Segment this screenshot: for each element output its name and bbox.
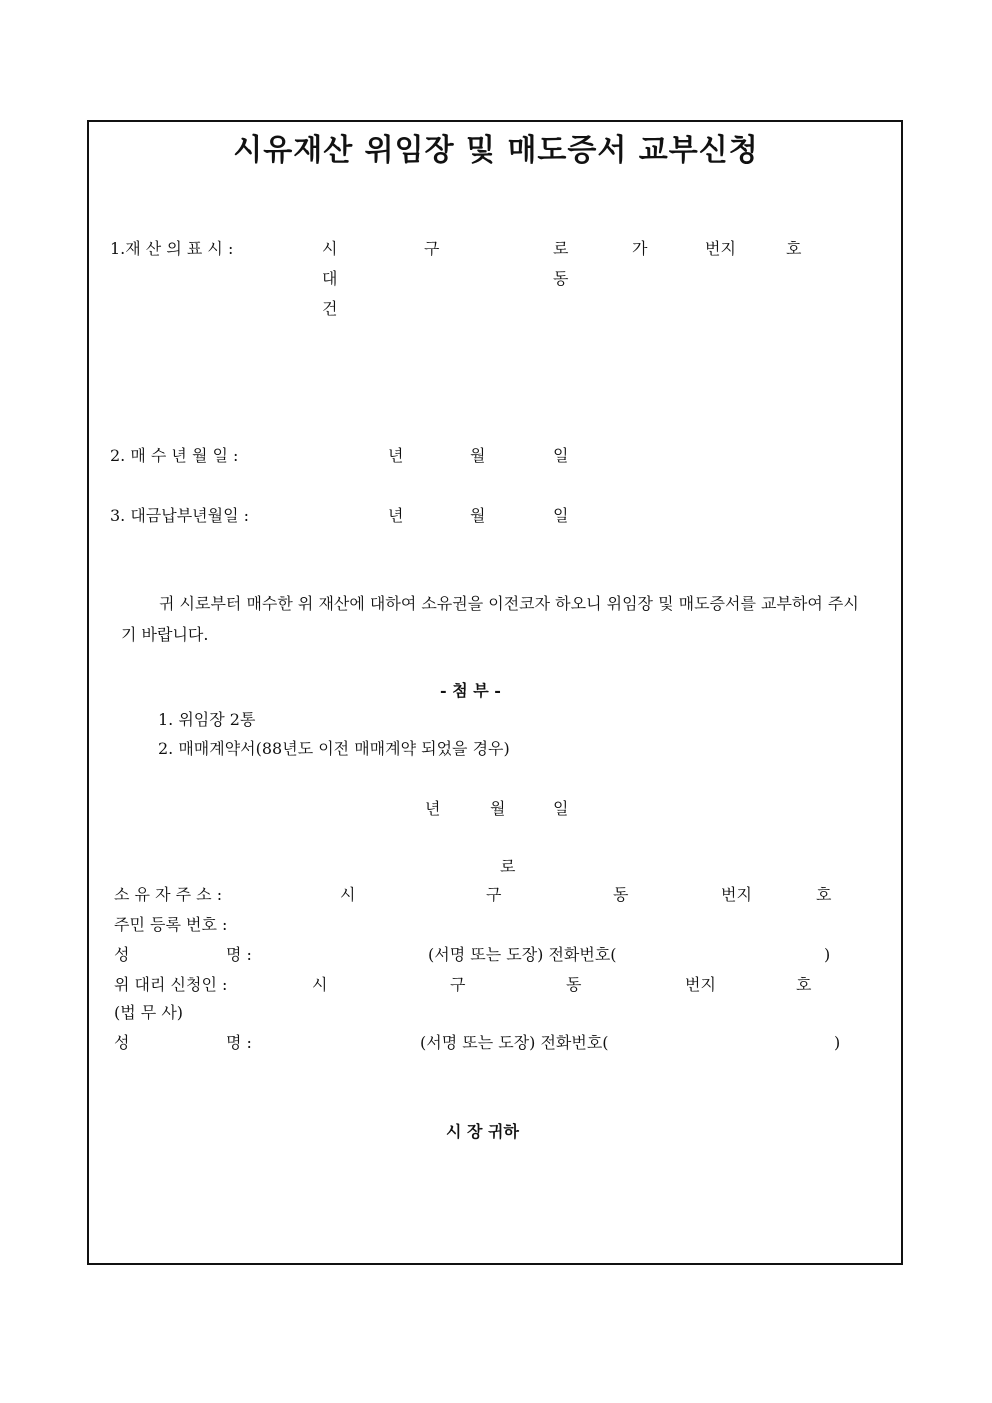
addressee: 시 장 귀하 bbox=[446, 1122, 519, 1141]
agent-si: 시 bbox=[312, 975, 328, 994]
agent-label: 위 대리 신청인 : bbox=[114, 975, 228, 994]
attachments-heading: - 첨 부 - bbox=[440, 681, 501, 700]
payment-year: 년 bbox=[388, 506, 404, 525]
agent-gu: 구 bbox=[450, 975, 466, 994]
owner-sign-text: (서명 또는 도장) 전화번호( bbox=[428, 945, 617, 964]
agent-bunji: 번지 bbox=[685, 975, 716, 994]
purchase-day: 일 bbox=[553, 446, 569, 465]
property-si: 시 bbox=[322, 239, 338, 258]
date-month: 월 bbox=[490, 799, 506, 818]
agent-sub-label: (법 무 사) bbox=[114, 1003, 184, 1022]
purchase-month: 월 bbox=[470, 446, 486, 465]
property-dae: 대 bbox=[322, 269, 338, 288]
agent-name-label-left: 성 bbox=[114, 1033, 130, 1052]
agent-dong: 동 bbox=[566, 975, 582, 994]
owner-dong: 동 bbox=[613, 885, 629, 904]
date-year: 년 bbox=[425, 799, 441, 818]
payment-day: 일 bbox=[553, 506, 569, 525]
owner-ho: 호 bbox=[816, 885, 832, 904]
owner-si: 시 bbox=[340, 885, 356, 904]
owner-name-label-left: 성 bbox=[114, 945, 130, 964]
property-dong: 동 bbox=[553, 269, 569, 288]
owner-name-label-right: 명 : bbox=[226, 945, 252, 964]
owner-road: 로 bbox=[500, 857, 516, 876]
page-title: 시유재산 위임장 및 매도증서 교부신청 bbox=[233, 133, 759, 168]
property-ro: 로 bbox=[553, 239, 569, 258]
property-ho: 호 bbox=[786, 239, 802, 258]
purchase-date-label: 2. 매 수 년 월 일 : bbox=[110, 446, 239, 465]
owner-id-label: 주민 등록 번호 : bbox=[114, 915, 228, 934]
property-label: 1.재 산 의 표 시 : bbox=[110, 239, 234, 258]
owner-gu: 구 bbox=[486, 885, 502, 904]
date-day: 일 bbox=[553, 799, 569, 818]
purchase-year: 년 bbox=[388, 446, 404, 465]
owner-bunji: 번지 bbox=[721, 885, 752, 904]
payment-date-label: 3. 대금납부년월일 : bbox=[110, 506, 250, 525]
attachment-item-1: 1. 위임장 2통 bbox=[158, 710, 256, 729]
request-text: 귀 시로부터 매수한 위 재산에 대하여 소유권을 이전코자 하오니 위임장 및 매도증서를 교부하여 주시기 바랍니다. bbox=[121, 594, 859, 644]
owner-address-label: 소 유 자 주 소 : bbox=[114, 885, 223, 904]
property-geon: 건 bbox=[322, 299, 338, 318]
payment-month: 월 bbox=[470, 506, 486, 525]
property-bunji: 번지 bbox=[705, 239, 736, 258]
owner-close-paren: ) bbox=[824, 945, 831, 964]
property-gu: 구 bbox=[424, 239, 440, 258]
attachment-item-2: 2. 매매계약서(88년도 이전 매매계약 되었을 경우) bbox=[158, 739, 510, 758]
property-ga: 가 bbox=[632, 239, 648, 258]
agent-close-paren: ) bbox=[834, 1033, 841, 1052]
agent-sign-text: (서명 또는 도장) 전화번호( bbox=[420, 1033, 609, 1052]
agent-name-label-right: 명 : bbox=[226, 1033, 252, 1052]
request-paragraph bbox=[121, 588, 863, 650]
agent-ho: 호 bbox=[796, 975, 812, 994]
